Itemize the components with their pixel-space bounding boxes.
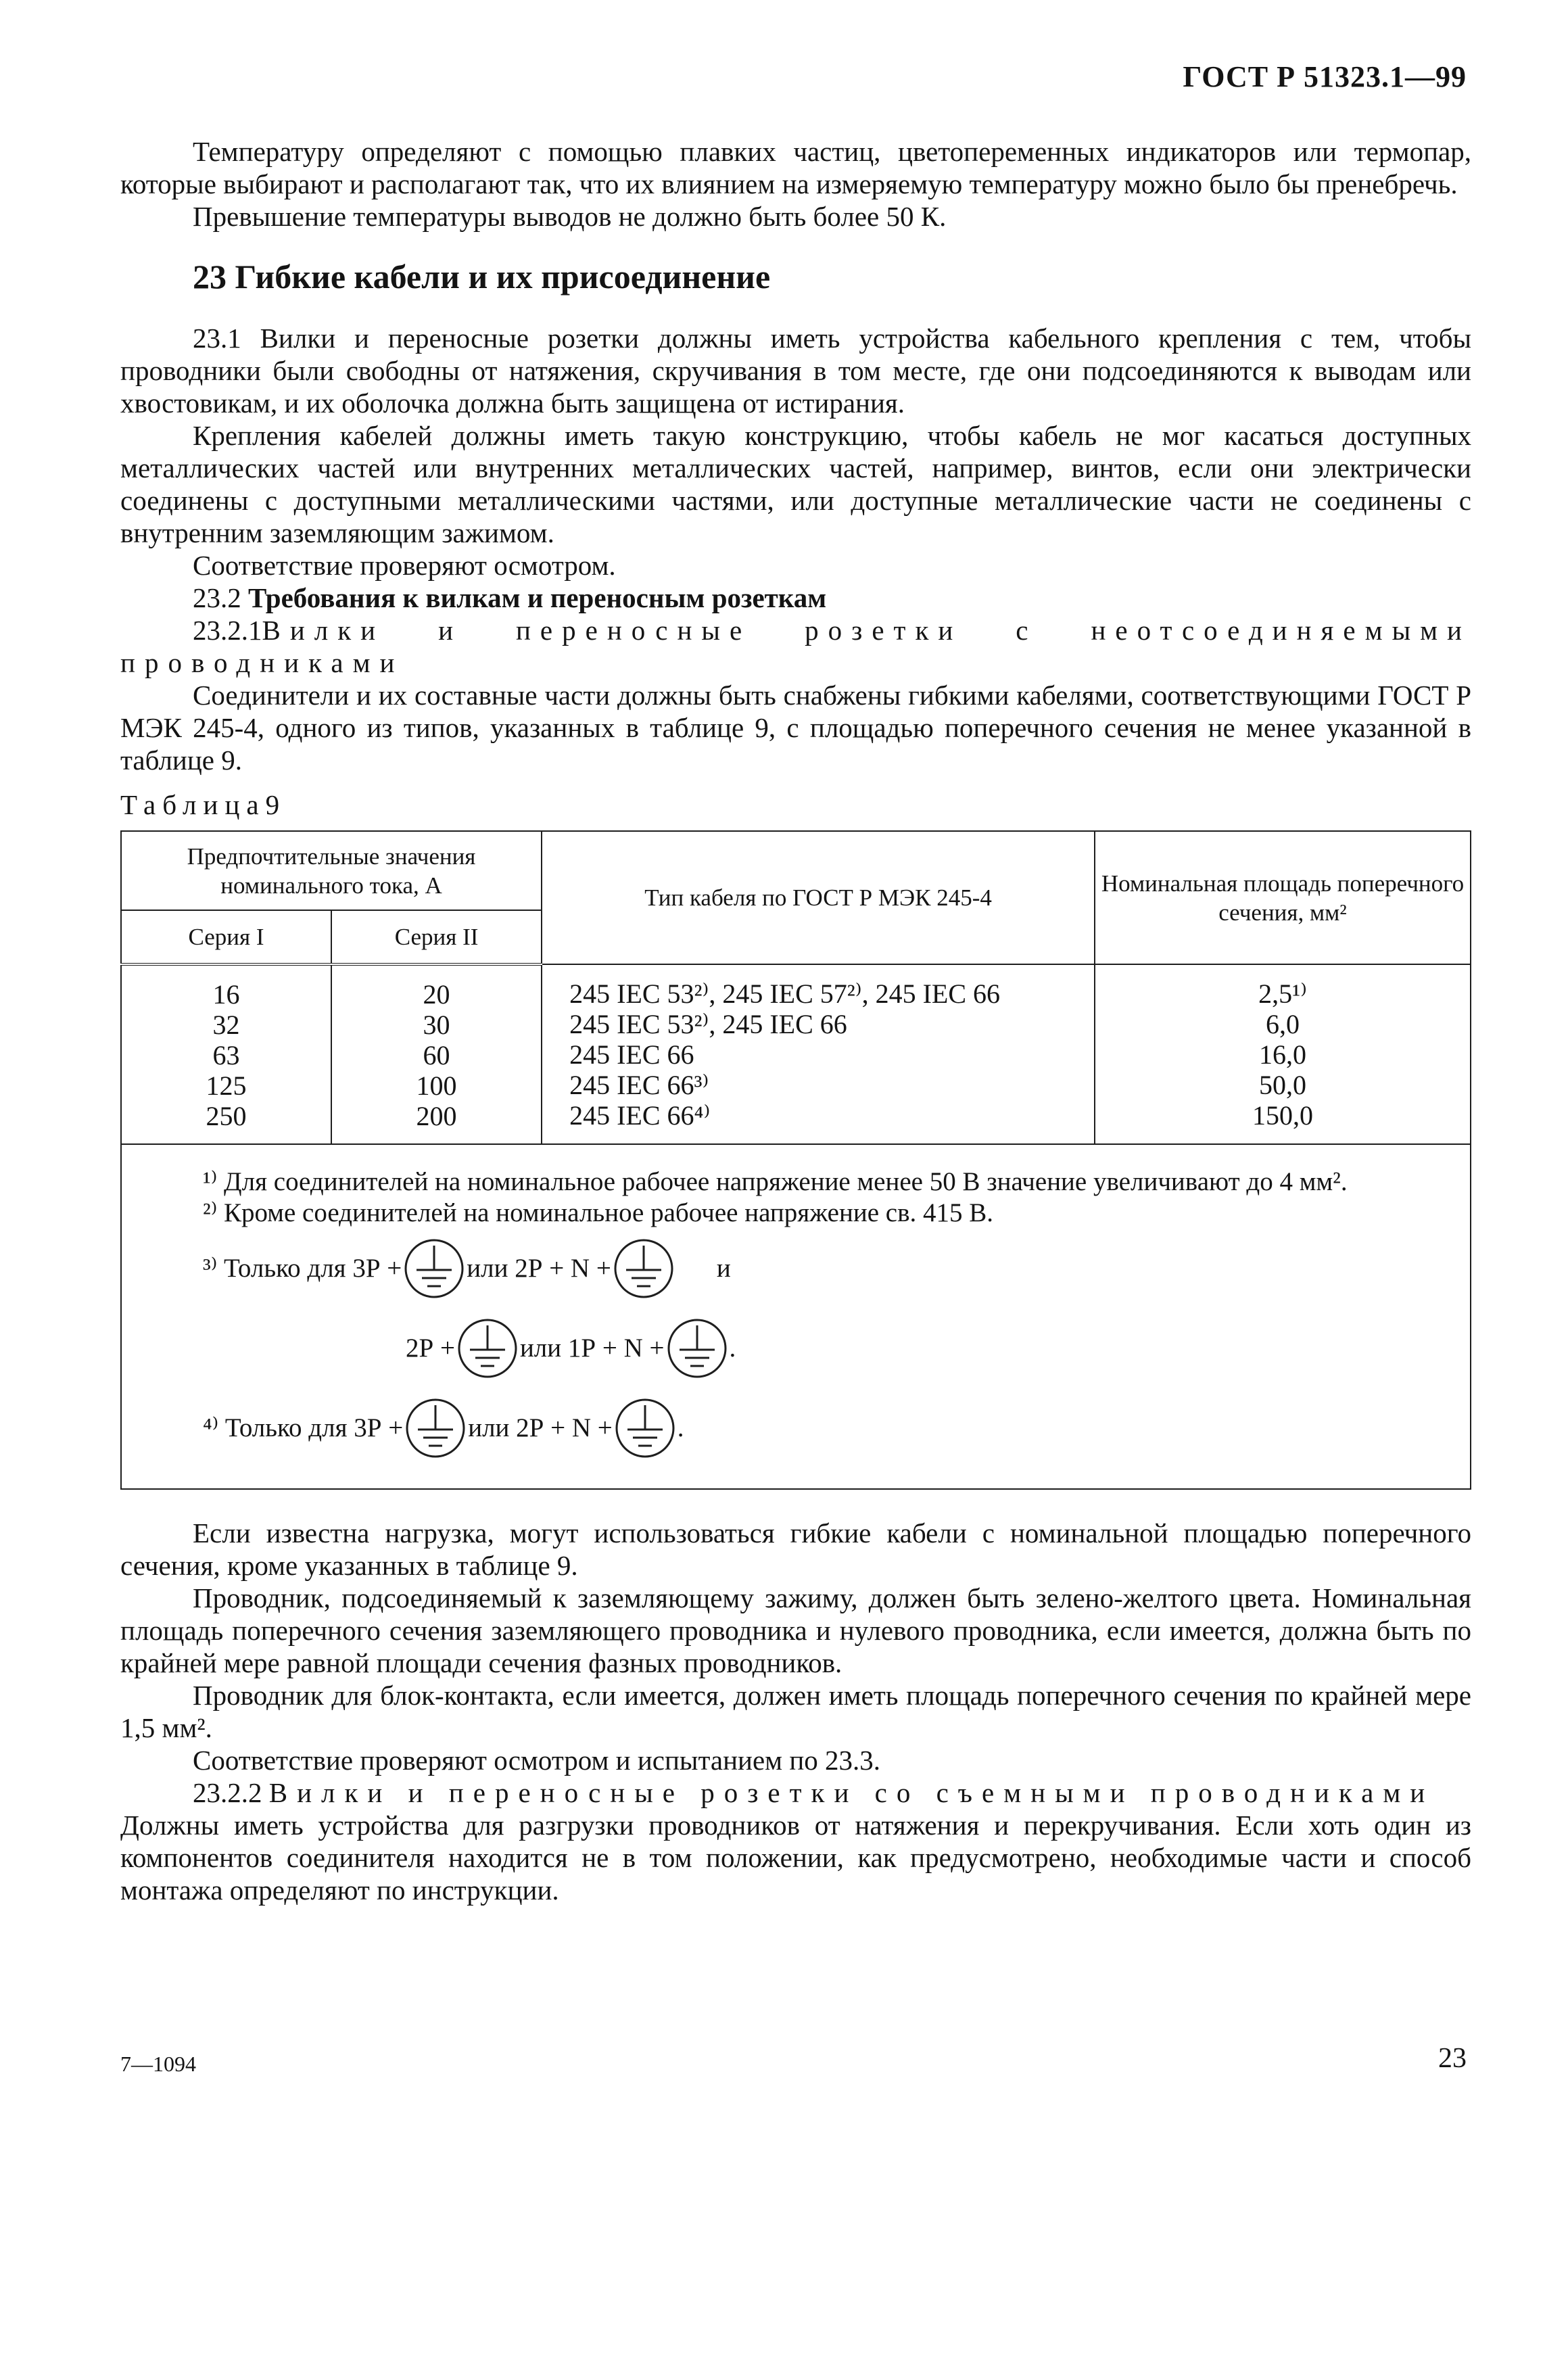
cell-series-2: 30 [423,1010,450,1040]
ground-icon [402,1236,467,1301]
table-data-block [121,964,1471,1144]
note-3-line-1 [203,1229,1456,1308]
cell-area: 2,5¹⁾ [1258,978,1307,1009]
column-series-1 [121,964,331,1144]
paragraph-check-1: Соответствие проверяют осмотром. [193,550,616,581]
after-paragraph-2: Проводник, подсоединяемый к заземляющему зажиму, должен быть зелено-желтого цвета. Номинальная площадь поперечного сечения заземляющего проводника и нулевого проводника, если имеется, должна быть по крайней мере равной площади сечения фазных проводников. [120,1582,1471,1678]
clause-number: 23.2 [193,582,241,613]
intro-paragraph-2: Превышение температуры выводов не должно быть более 50 К. [193,201,947,232]
cell-area: 16,0 [1259,1039,1306,1070]
clause-title: Требования к вилкам и переносным розеткам [248,582,827,613]
clause-number: 23.2.1 [193,615,262,646]
header-cable-type: Тип кабеля по ГОСТ Р МЭК 245-4 [542,831,1095,964]
clause-title: Вилки и переносные розетки с неотсоединяемыми проводниками [120,615,1471,678]
clause-number: 23.2.2 [193,1777,262,1808]
cell-series-2: 100 [416,1070,457,1101]
column-area [1095,964,1471,1144]
table-notes [121,1144,1471,1489]
cell-cable-type: 245 IEC 66³⁾ [569,1070,709,1100]
cell-area: 150,0 [1252,1100,1313,1131]
paragraph-23-2-1 [120,614,1471,679]
paragraph-23-2 [120,582,1471,614]
note-3-conjunction: и [716,1254,731,1283]
page-number: 23 [1438,2043,1467,2074]
header-current: Предпочтительные значения номинального тока, А [121,831,542,910]
header-series-1: Серия I [121,910,331,964]
cell-series-2: 200 [416,1101,457,1131]
table-9 [120,830,1471,1490]
ground-icon [403,1396,468,1461]
cell-series-2: 60 [423,1040,450,1070]
cell-cable-type: 245 IEC 66 [569,1039,694,1070]
after-paragraph-6: Должны иметь устройства для разгрузки проводников от натяжения и перекручивания. Если хоть один из компонентов соединителя находится не в том положении, как предусмотрено, необходимые части и способ монтажа определяют по инструкции. [120,1810,1471,1906]
after-paragraph-4: Соответствие проверяют осмотром и испытанием по 23.3. [193,1745,881,1776]
intro-paragraph-1: Температуру определяют с помощью плавких частиц, цветопеременных индикаторов или термопар, которые выбирают и располагают так, что их влиянием на измеряемую температуру можно было бы пренебречь. [120,136,1471,199]
table-caption: Таблица9 [120,789,287,820]
after-paragraph-1: Если известна нагрузка, могут использоваться гибкие кабели с номинальной площадью поперечного сечения, кроме указанных в таблице 9. [120,1517,1471,1581]
cell-cable-type: 245 IEC 66⁴⁾ [569,1100,711,1131]
paragraph-cable-fixing: Крепления кабелей должны иметь такую конструкцию, чтобы кабель не мог касаться доступных металлических частей или внутренних металлических частей, например, винтов, если они электрически соединены с доступными металлическими частями, или доступные металлические части не соединены с внутренним заземляющим зажимом. [120,420,1471,548]
note-4-text: ⁴⁾ Только для 3Р + [203,1413,404,1442]
ground-icon [613,1396,678,1461]
note-3-line-2 [203,1308,1456,1388]
note-3-text: 2Р + [406,1334,455,1363]
after-paragraph-3: Проводник для блок-контакта, если имеется, должен иметь площадь поперечного сечения по крайней мере 1,5 мм². [120,1680,1471,1743]
note-1: ¹⁾ Для соединителей на номинальное рабочее напряжение менее 50 В значение увеличивают до 4 мм². [203,1167,1348,1196]
note-3-text: или 1Р + N + [519,1334,665,1363]
note-4-text: или 2Р + N + [468,1413,613,1442]
note-3-text: или 2Р + N + [467,1254,611,1283]
clause-title: Вилки и переносные розетки со съемными проводниками [268,1777,1435,1808]
paragraph-23-2-2 [120,1776,1471,1809]
note-2: ²⁾ Кроме соединителей на номинальное рабочее напряжение св. 415 В. [203,1198,993,1227]
note-3-period: . [729,1334,736,1363]
paragraph-connectors: Соединители и их составные части должны быть снабжены гибкими кабелями, соответствующими ГОСТ Р МЭК 245-4, одного из типов, указанных в таблице 9, с площадью поперечного сечения не менее указанной в таблице 9. [120,680,1471,776]
note-3-text: ³⁾ Только для 3Р + [203,1254,402,1283]
paragraph-23-1: 23.1 Вилки и переносные розетки должны иметь устройства кабельного крепления с тем, чтобы проводники были свободны от натяжения, скручивания в том месте, где они подсоединяются к выводам или хвостовикам, и их оболочка должна быть защищена от истирания. [120,323,1471,419]
note-4-period: . [677,1413,684,1442]
cell-series-1: 125 [206,1070,247,1101]
note-4-line [203,1388,1456,1468]
section-heading: 23 Гибкие кабели и их присоединение [193,258,771,296]
cell-series-1: 63 [212,1040,240,1070]
cell-area: 6,0 [1266,1009,1300,1039]
ground-icon [665,1316,730,1381]
cell-series-1: 250 [206,1101,247,1131]
cell-cable-type: 245 IEC 53²⁾, 245 IEC 66 [569,1009,847,1039]
footer-code: 7—1094 [120,2052,196,2076]
header-area: Номинальная площадь поперечного сечения, мм² [1095,831,1471,964]
cell-cable-type: 245 IEC 53²⁾, 245 IEC 57²⁾, 245 IEC 66 [569,978,1000,1009]
cell-area: 50,0 [1259,1070,1306,1100]
header-series-2: Серия II [331,910,542,964]
column-series-2 [331,964,542,1144]
cell-series-1: 32 [212,1010,240,1040]
cell-series-2: 20 [423,979,450,1010]
ground-icon [611,1236,676,1301]
column-cable-type [542,964,1095,1144]
cell-series-1: 16 [212,979,240,1010]
ground-icon [455,1316,520,1381]
document-header: ГОСТ Р 51323.1—99 [1183,60,1467,93]
main-text [120,135,1471,1906]
